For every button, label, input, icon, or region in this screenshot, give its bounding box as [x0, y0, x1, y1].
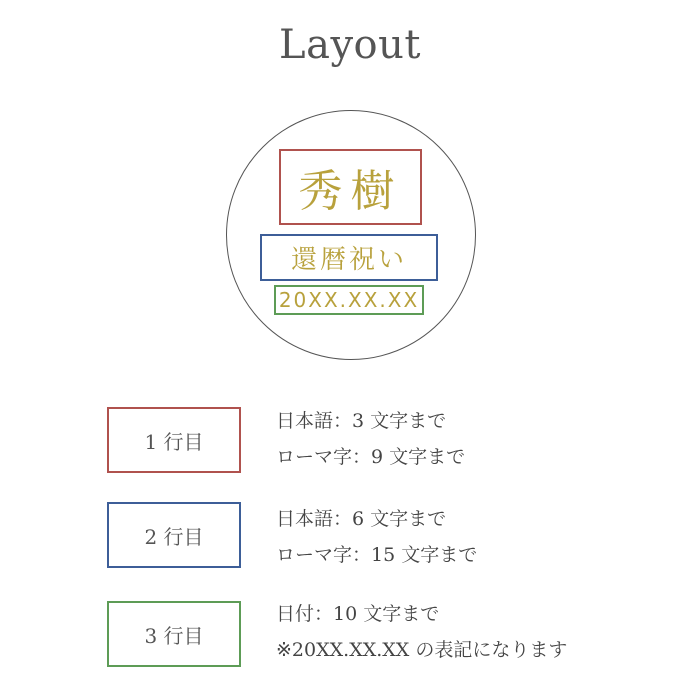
legend-line2-desc-2: ローマ字：15 文字まで: [276, 544, 478, 566]
legend-line1-desc-2: ローマ字：9 文字まで: [276, 446, 466, 468]
legend-line3-desc: [276, 596, 567, 668]
preview-line2-box: [260, 234, 438, 281]
legend-line2-desc: [276, 501, 477, 573]
legend-line3-desc-2: ※20XX.XX.XX の表記になります: [276, 639, 568, 661]
legend-line3-label: 3 行目: [144, 623, 204, 648]
legend-line1-label: 1 行目: [144, 429, 204, 454]
legend-line1-box: [107, 407, 241, 473]
legend-line3-box: [107, 601, 241, 667]
preview-line3-box: [274, 285, 424, 315]
legend-line3-desc-1: 日付：10 文字まで: [276, 603, 440, 625]
legend-line1-desc: [276, 403, 465, 475]
legend-line2-label: 2 行目: [144, 524, 204, 549]
legend-line2-box: [107, 502, 241, 568]
preview-line2-text: 還暦祝い: [290, 245, 407, 275]
legend-line1-desc-1: 日本語：3 文字まで: [276, 410, 447, 432]
preview-line1-box: [279, 149, 422, 225]
preview-line3-text: 20XX.XX.XX: [278, 288, 420, 312]
page-title: Layout: [279, 22, 421, 68]
legend-line2-desc-1: 日本語：6 文字まで: [276, 508, 447, 530]
preview-line1-text: 秀樹: [298, 166, 403, 217]
